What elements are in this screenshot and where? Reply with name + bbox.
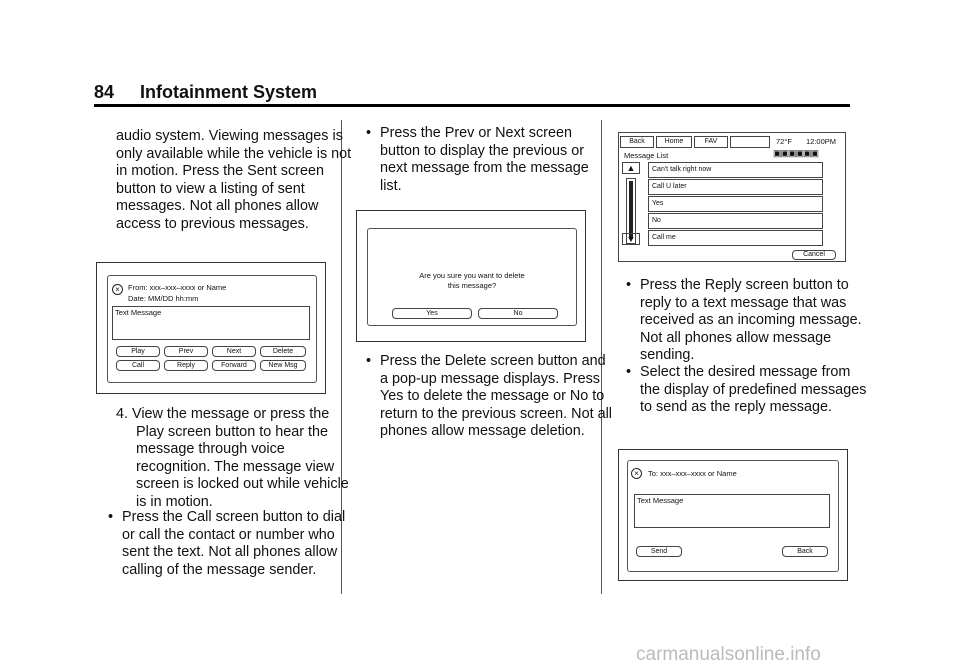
reply-text-label: Text Message bbox=[637, 496, 684, 505]
scroll-up-icon[interactable]: ▲ bbox=[622, 162, 640, 174]
forward-button[interactable]: Forward bbox=[212, 360, 256, 371]
bullet-reply: • Press the Reply screen button to reply to a text message that was received as an incoming message. Not all phones allow message sending. bbox=[620, 277, 874, 365]
send-button[interactable]: Send bbox=[636, 546, 682, 557]
delete-button[interactable]: Delete bbox=[260, 346, 306, 357]
list-item[interactable]: No bbox=[648, 213, 823, 229]
no-button[interactable]: No bbox=[478, 308, 558, 319]
bullet-delete: • Press the Delete screen button and a pop-up message displays. Press Yes to delete the message or No to return to the previous screen. Not all phones allow message deletion. bbox=[360, 353, 612, 441]
reply-button[interactable]: Reply bbox=[164, 360, 208, 371]
close-icon[interactable]: × bbox=[112, 284, 123, 295]
play-button[interactable]: Play bbox=[116, 346, 160, 357]
next-button[interactable]: Next bbox=[212, 346, 256, 357]
tab-back[interactable]: Back bbox=[620, 136, 654, 148]
delete-prompt-line1: Are you sure you want to delete bbox=[419, 271, 525, 280]
bullet-call: • Press the Call screen button to dial or call the contact or number who sent the text. Not all phones allow calling of the message sender. bbox=[102, 509, 354, 579]
reply-text-box[interactable] bbox=[634, 494, 830, 528]
status-icons: ▣▣▣▣▣▣ bbox=[773, 148, 819, 158]
delete-prompt-line2: this message? bbox=[447, 281, 497, 290]
yes-button[interactable]: Yes bbox=[392, 308, 472, 319]
message-list-title: Message List bbox=[624, 151, 669, 160]
temperature: 72°F bbox=[776, 137, 792, 146]
delete-dialog bbox=[367, 228, 577, 326]
clock: 12:00PM bbox=[806, 137, 837, 146]
page-header bbox=[94, 82, 317, 103]
date-line: Date: MM/DD hh:mm bbox=[128, 294, 199, 303]
header-rule bbox=[94, 104, 850, 107]
footer-watermark: carmanualsonline.info bbox=[636, 644, 821, 665]
step-4: 4. View the message or press the Play screen button to hear the message through voice recognition. The message view screen is locked out while vehicle is in motion. bbox=[116, 406, 349, 510]
list-item[interactable]: Yes bbox=[648, 196, 823, 212]
bullet-prev-next: • Press the Prev or Next screen button to display the previous or next message from the message list. bbox=[360, 125, 612, 195]
page-number: 84 bbox=[94, 82, 115, 102]
delete-confirm-screen bbox=[356, 210, 586, 342]
para-viewing: audio system. Viewing messages is only available while the vehicle is not in motion. Press the Sent screen button to view a listing of sent messages. Not all phones allow access to previous messages. bbox=[116, 128, 352, 232]
list-item[interactable]: Call U later bbox=[648, 179, 823, 195]
tab-fav[interactable]: FAV bbox=[694, 136, 728, 148]
message-view-panel bbox=[107, 275, 317, 383]
section-title: Infotainment System bbox=[140, 82, 318, 102]
call-button[interactable]: Call bbox=[116, 360, 160, 371]
from-line: From: xxx–xxx–xxxx or Name bbox=[128, 283, 227, 292]
back-button[interactable]: Back bbox=[782, 546, 828, 557]
tab-blank bbox=[730, 136, 770, 148]
close-icon[interactable]: × bbox=[631, 468, 642, 479]
cancel-button[interactable]: Cancel bbox=[792, 250, 836, 260]
message-view-screen bbox=[96, 262, 326, 394]
text-message-box bbox=[112, 306, 310, 340]
bullet-select: • Select the desired message from the display of predefined messages to send as the reply message. bbox=[620, 364, 874, 417]
prev-button[interactable]: Prev bbox=[164, 346, 208, 357]
list-item[interactable]: Can't talk right now bbox=[648, 162, 823, 178]
list-item[interactable]: Call me bbox=[648, 230, 823, 246]
to-line: To: xxx–xxx–xxxx or Name bbox=[648, 469, 737, 478]
reply-screen bbox=[618, 449, 848, 581]
scrollbar-thumb[interactable] bbox=[629, 181, 633, 239]
text-message-label: Text Message bbox=[115, 308, 162, 317]
tab-home[interactable]: Home bbox=[656, 136, 692, 148]
reply-panel bbox=[627, 460, 839, 572]
scroll-down-icon[interactable]: ▼ bbox=[622, 233, 640, 245]
new-msg-button[interactable]: New Msg bbox=[260, 360, 306, 371]
